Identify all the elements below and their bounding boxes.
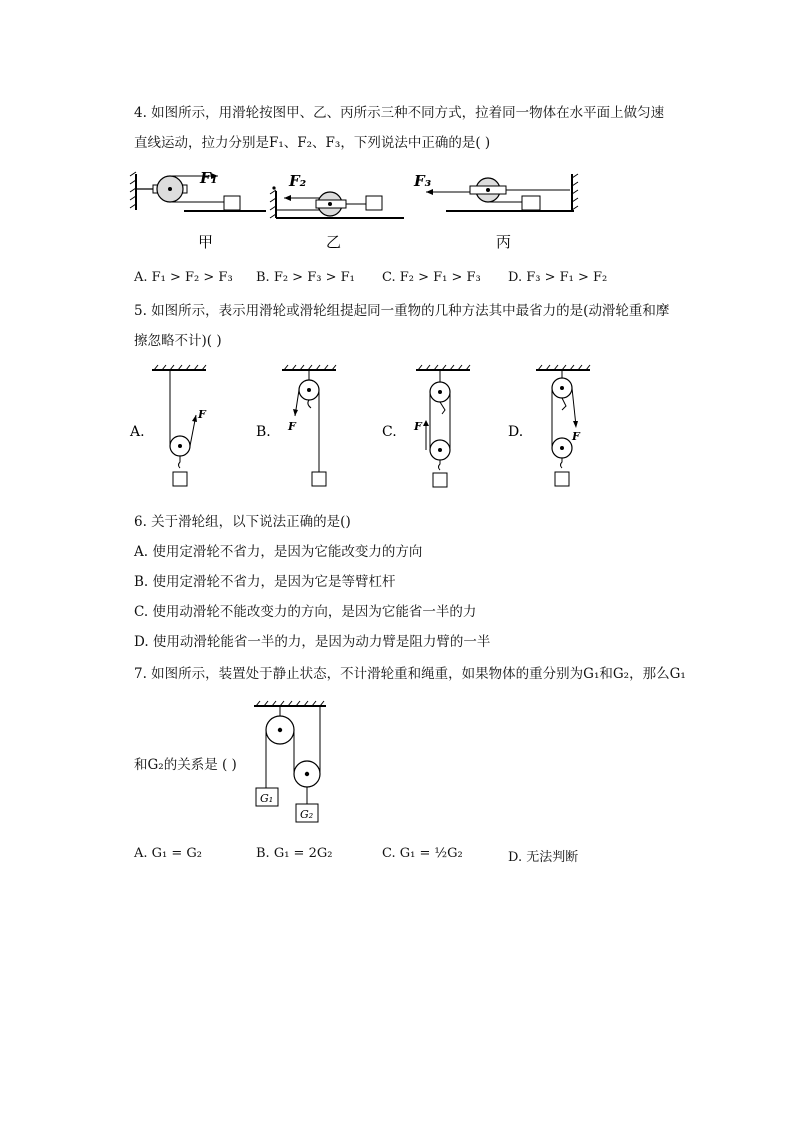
- q7-option-c: C. G₁ = ½G₂: [382, 846, 463, 861]
- q4-figure: [126, 166, 596, 256]
- q4-option-d: D. F₃ > F₁ > F₂: [508, 270, 608, 285]
- q5-b-force: F: [288, 420, 296, 433]
- q4-option-a: A. F₁ > F₂ > F₃: [134, 270, 233, 285]
- q5-fig-b: [282, 365, 336, 486]
- q7-stem-line2: 和G₂的关系是 ( ): [134, 757, 237, 773]
- q5-a-force: F: [198, 408, 206, 421]
- q7-figure: [250, 700, 340, 825]
- q4-caption-jia: 甲: [198, 233, 214, 251]
- q5-figure: [130, 360, 600, 495]
- q4-fig-yi: [270, 172, 404, 251]
- q7-option-b: B. G₁ = 2G₂: [256, 846, 333, 861]
- q6-option-a: A. 使用定滑轮不省力，是因为它能改变力的方向: [134, 544, 423, 560]
- q6-option-b: B. 使用定滑轮不省力，是因为它是等臂杠杆: [134, 574, 396, 590]
- q5-label-c: C.: [382, 424, 397, 440]
- q7-stem-line1: 7. 如图所示，装置处于静止状态，不计滑轮重和绳重，如果物体的重分别为G₁和G₂，那么G₁: [134, 666, 686, 682]
- q7-option-a: A. G₁ = G₂: [134, 846, 203, 861]
- q5-label-a: A.: [130, 424, 145, 440]
- q6-option-c: C. 使用动滑轮不能改变力的方向，是因为它能省一半的力: [134, 604, 477, 620]
- q5-fig-d: [536, 365, 590, 486]
- q6-option-d: D. 使用动滑轮能省一半的力，是因为动力臂是阻力臂的一半: [134, 634, 491, 650]
- q4-fig-bing: [413, 172, 578, 251]
- q4-fig-jia: [130, 169, 266, 251]
- q7-g2-label: G₂: [300, 808, 314, 821]
- q5-d-force: F: [572, 430, 580, 443]
- q4-caption-bing: 丙: [496, 233, 512, 251]
- q4-f1-label: F₁: [200, 169, 218, 187]
- q5-label-b: B.: [256, 424, 271, 440]
- q5-label-d: D.: [508, 424, 524, 440]
- q4-stem-line2: 直线运动，拉力分别是F₁、F₂、F₃，下列说法中正确的是( ): [134, 135, 491, 151]
- q5-fig-a: [152, 365, 207, 486]
- q4-f3-label: F₃: [414, 172, 432, 190]
- q6-stem: 6. 关于滑轮组，以下说法正确的是(): [134, 514, 351, 530]
- q7-g1-label: G₁: [260, 792, 274, 805]
- q4-option-b: B. F₂ > F₃ > F₁: [256, 270, 355, 285]
- q4-option-c: C. F₂ > F₁ > F₃: [382, 270, 481, 285]
- q5-stem-line1: 5. 如图所示，表示用滑轮或滑轮组提起同一重物的几种方法其中最省力的是(动滑轮重和摩: [134, 303, 670, 319]
- q5-stem-line2: 擦忽略不计)( ): [134, 333, 222, 349]
- q5-fig-c: [413, 365, 470, 487]
- q4-caption-yi: 乙: [326, 233, 342, 251]
- q4-f2-label: F₂: [289, 172, 307, 190]
- q7-option-d: D. 无法判断: [508, 850, 579, 865]
- q5-c-force: F: [414, 420, 422, 433]
- q4-stem-line1: 4. 如图所示，用滑轮按图甲、乙、丙所示三种不同方式，拉着同一物体在水平面上做匀速: [134, 105, 665, 121]
